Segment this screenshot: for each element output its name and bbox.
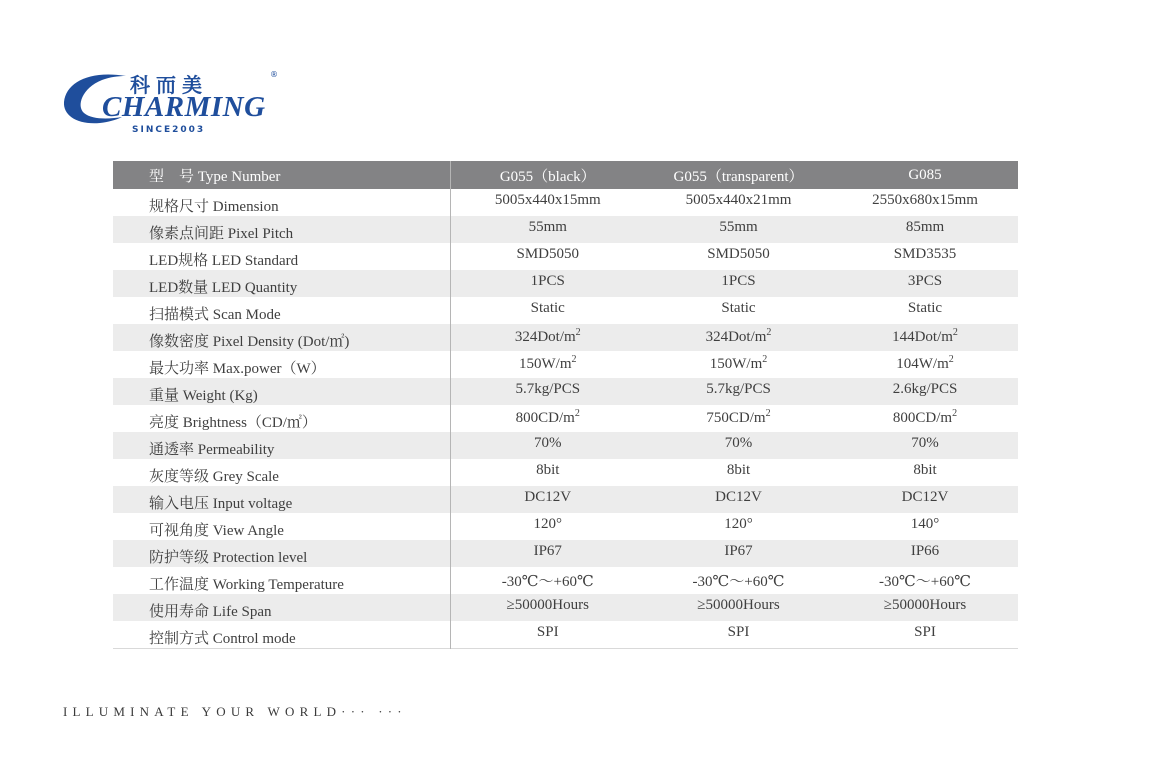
value-text: DC12V: [901, 489, 949, 505]
value-text: Static: [907, 300, 943, 316]
row-value: [450, 324, 645, 351]
value-text: IP67: [724, 543, 753, 559]
value-superscript: 2: [575, 327, 581, 338]
row-value: [832, 567, 1018, 594]
row-value: [645, 621, 832, 649]
value-text: SMD5050: [707, 246, 770, 262]
row-label: 灰度等级 Grey Scale: [113, 459, 450, 486]
value-superscript: 2: [765, 408, 771, 419]
value-text: DC12V: [715, 489, 762, 505]
row-value: [645, 513, 832, 540]
table-row: [113, 351, 1018, 378]
value-text: 120°: [533, 516, 562, 532]
value-text: ≥50000Hours: [506, 597, 589, 613]
value-text: 1PCS: [530, 273, 565, 289]
registered-mark: ®: [270, 70, 278, 79]
row-value: [645, 243, 832, 270]
value-text: 150W/m: [519, 356, 572, 372]
row-label: 规格尺寸 Dimension: [113, 189, 450, 216]
spec-table: [113, 161, 1018, 649]
row-value: [645, 189, 832, 216]
company-logo: [62, 64, 302, 136]
row-value: [832, 405, 1018, 432]
table-row: [113, 216, 1018, 243]
value-text: 800CD/m: [892, 410, 953, 426]
header-g085: G085: [908, 166, 942, 183]
table-row: [113, 567, 1018, 594]
logo-chinese: 科而美: [130, 73, 208, 97]
row-value: [832, 486, 1018, 513]
row-value: [645, 459, 832, 486]
row-value: [450, 594, 645, 621]
value-text: 324Dot/m: [705, 329, 767, 345]
value-text: SMD5050: [516, 246, 579, 262]
row-value: [832, 432, 1018, 459]
value-text: 5.7kg/PCS: [515, 381, 581, 397]
value-text: 120°: [724, 516, 753, 532]
row-value: [832, 513, 1018, 540]
row-value: [645, 216, 832, 243]
row-value: [645, 405, 832, 432]
value-text: IP67: [533, 543, 562, 559]
table-row: [113, 513, 1018, 540]
value-text: 324Dot/m: [514, 329, 576, 345]
value-text: 85mm: [905, 219, 945, 235]
row-value: [832, 243, 1018, 270]
value-text: 70%: [724, 435, 753, 451]
table-row: [113, 459, 1018, 486]
logo-since: SINCE2003: [132, 125, 206, 135]
value-text: -30℃～+60℃: [878, 574, 971, 590]
value-text: Static: [530, 300, 565, 316]
value-superscript: 2: [571, 354, 577, 365]
header-g055-black: G055（black）: [499, 168, 596, 185]
value-text: Static: [721, 300, 756, 316]
value-superscript: 2: [574, 408, 580, 419]
row-value: [832, 351, 1018, 378]
value-text: 104W/m: [896, 356, 949, 372]
row-label: 使用寿命 Life Span: [113, 594, 450, 621]
value-text: 70%: [911, 435, 939, 451]
row-value: [450, 378, 645, 405]
value-text: -30℃～+60℃: [501, 574, 594, 590]
table-row: [113, 594, 1018, 621]
row-value: [645, 486, 832, 513]
row-value: [645, 567, 832, 594]
row-value: [645, 594, 832, 621]
value-text: 5005x440x21mm: [685, 192, 792, 208]
value-text: 8bit: [536, 462, 560, 478]
row-value: [450, 270, 645, 297]
row-label: 控制方式 Control mode: [113, 621, 450, 649]
value-superscript: 2: [952, 408, 958, 419]
row-value: [450, 513, 645, 540]
row-value: [832, 594, 1018, 621]
row-value: [832, 189, 1018, 216]
table-row: [113, 324, 1018, 351]
value-text: 750CD/m: [706, 410, 766, 426]
value-text: 5.7kg/PCS: [706, 381, 771, 397]
value-superscript: 2: [952, 327, 958, 338]
value-text: 2550x680x15mm: [872, 192, 978, 208]
value-text: ≥50000Hours: [697, 597, 780, 613]
row-label: 扫描模式 Scan Mode: [113, 297, 450, 324]
row-value: [645, 378, 832, 405]
row-value: [645, 270, 832, 297]
footer-tagline: ILLUMINATE YOUR WORLD··· ···: [63, 704, 407, 719]
value-text: 800CD/m: [515, 410, 575, 426]
value-text: 2.6kg/PCS: [892, 381, 958, 397]
row-label: 工作温度 Working Temperature: [113, 567, 450, 594]
row-value: [450, 351, 645, 378]
table-row: [113, 540, 1018, 567]
row-value: [450, 486, 645, 513]
value-superscript: 2: [948, 354, 954, 365]
row-value: [645, 432, 832, 459]
row-value: [450, 540, 645, 567]
table-row: [113, 189, 1018, 216]
row-value: [450, 621, 645, 649]
value-text: SMD3535: [893, 246, 957, 262]
row-label: 输入电压 Input voltage: [113, 486, 450, 513]
row-label: 防护等级 Protection level: [113, 540, 450, 567]
row-label: 重量 Weight (Kg): [113, 378, 450, 405]
row-value: [450, 189, 645, 216]
table-header-row: [113, 161, 1018, 189]
value-text: 8bit: [726, 462, 751, 478]
row-value: [832, 540, 1018, 567]
table-row: [113, 297, 1018, 324]
header-type-number: 型 号 Type Number: [113, 161, 450, 189]
row-value: [832, 216, 1018, 243]
row-label: 可视角度 View Angle: [113, 513, 450, 540]
row-value: [832, 621, 1018, 649]
value-text: SPI: [536, 624, 559, 640]
row-value: [645, 351, 832, 378]
logo-wordmark: CHARMING: [102, 91, 266, 123]
row-label: 像数密度 Pixel Density (Dot/㎡): [113, 324, 450, 351]
row-value: [450, 405, 645, 432]
value-text: SPI: [914, 624, 936, 640]
row-label: 最大功率 Max.power（W）: [113, 351, 450, 378]
row-value: [832, 297, 1018, 324]
row-value: [450, 567, 645, 594]
table-row: [113, 270, 1018, 297]
value-text: 3PCS: [907, 273, 943, 289]
row-label: LED规格 LED Standard: [113, 243, 450, 270]
row-value: [645, 324, 832, 351]
value-text: ≥50000Hours: [883, 597, 967, 613]
value-text: 5005x440x15mm: [494, 192, 601, 208]
row-label: LED数量 LED Quantity: [113, 270, 450, 297]
table-row: [113, 378, 1018, 405]
row-value: [450, 297, 645, 324]
row-value: [832, 270, 1018, 297]
value-text: 8bit: [913, 462, 937, 478]
row-value: [645, 540, 832, 567]
row-value: [832, 324, 1018, 351]
row-value: [450, 432, 645, 459]
value-text: 1PCS: [721, 273, 756, 289]
row-value: [832, 459, 1018, 486]
table-row: [113, 486, 1018, 513]
value-text: 144Dot/m: [892, 329, 953, 345]
row-value: [450, 216, 645, 243]
row-value: [832, 378, 1018, 405]
value-superscript: 2: [766, 327, 772, 338]
table-row: [113, 243, 1018, 270]
value-text: DC12V: [524, 489, 572, 505]
table-row: [113, 405, 1018, 432]
value-text: SPI: [727, 624, 750, 640]
row-label: 通透率 Permeability: [113, 432, 450, 459]
header-g055-transparent: G055（transparent）: [673, 168, 804, 185]
value-superscript: 2: [762, 354, 768, 365]
table-row: [113, 432, 1018, 459]
value-text: 140°: [910, 516, 940, 532]
row-value: [645, 297, 832, 324]
value-text: 150W/m: [709, 356, 763, 372]
value-text: IP66: [910, 543, 940, 559]
row-value: [450, 243, 645, 270]
row-label: 像素点间距 Pixel Pitch: [113, 216, 450, 243]
row-value: [450, 459, 645, 486]
value-text: 55mm: [719, 219, 758, 235]
value-text: 55mm: [528, 219, 567, 235]
value-text: 70%: [534, 435, 562, 451]
value-text: -30℃～+60℃: [692, 574, 785, 590]
row-label: 亮度 Brightness（CD/㎡）: [113, 405, 450, 432]
table-row: [113, 621, 1018, 649]
